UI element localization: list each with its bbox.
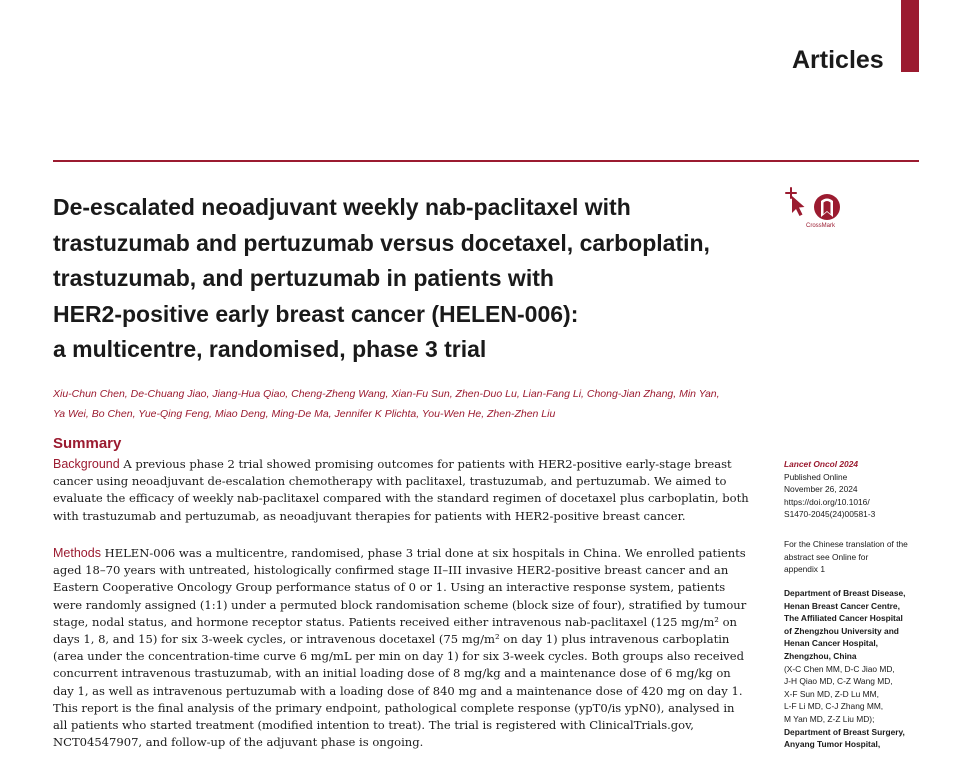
note-line: appendix 1 [784,564,825,575]
paragraph-line: NCT04547907, and follow-up of the adjuvant phase is ongoing. [53,735,424,750]
affiliation-line: (X-C Chen MM, D-C Jiao MD, [784,663,895,674]
paragraph-line [53,456,773,473]
title-line: trastuzumab, and pertuzumab in patients with [53,265,554,291]
paragraph-line: Eastern Cooperative Oncology Group performance status of 0 or 1. Using an interactive response system, patients [53,580,726,595]
journal-citation: Lancet Oncol 2024 [784,459,859,469]
background-first-line: A previous phase 2 trial showed promising outcomes for patients with HER2-positive early-stage breast [119,457,732,471]
author-line: Xiu-Chun Chen, De-Chuang Jiao, Jiang-Hua Qiao, Cheng-Zheng Wang, Xian-Fu Sun, Zhen-Duo Lu, Lian-Fang Li, Chong-Jian Zhang, Min Yan, [53,388,720,400]
paragraph-line: all patients who started treatment (modified intention to treat). The trial is registered with ClinicalTrials.gov, [53,718,694,733]
methods-paragraph [53,545,773,751]
paragraph-line: days 1, 8, and 15) for six 3-week cycles, or intravenous docetaxel (75 mg/m² on day 1) plus intravenous carboplatin [53,632,730,647]
title-line: a multicentre, randomised, phase 3 trial [53,336,487,362]
paragraph-line: with trastuzumab and pertuzumab, as neoadjuvant therapies for patients with HER2-positive breast cancer. [53,508,686,523]
title-line: De-escalated neoadjuvant weekly nab-paclitaxel with [53,194,631,220]
paragraph-line: (area under the concentration-time curve 6 mg/mL per min on day 1) for six 3-week cycles. Both groups also received [53,649,745,664]
title-line: trastuzumab and pertuzumab versus docetaxel, carboplatin, [53,229,710,256]
paragraph-line: day 1, as well as intravenous pertuzumab with a loading dose of 840 mg and a maintenance dose of 420 mg on day 1. [53,683,743,698]
affiliation-line: The Affiliated Cancer Hospital [784,613,903,624]
paragraph-line: This report is the final analysis of the primary endpoint, pathological complete response (ypT0/is ypN0), analysed in [53,700,735,715]
methods-first-line: HELEN-006 was a multicentre, randomised, phase 3 trial done at six hospitals in China. We enrolled patients [100,546,746,560]
affiliation-line: Anyang Tumor Hospital, [784,739,881,750]
affiliation-line: J-H Qiao MD, C-Z Wang MD, [784,676,893,687]
paragraph-line: evaluate the efficacy of weekly nab-paclitaxel compared with the standard regimen of docetaxel plus carboplatin, both [53,491,749,506]
paragraph-line: stage, nodal status, and hormone receptor status. Patients received either intravenous nab-paclitaxel (125 mg/m² on [53,614,737,629]
doi-link[interactable]: https://doi.org/10.1016/ [784,496,870,507]
author-line: Ya Wei, Bo Chen, Yue-Qing Feng, Miao Deng, Ming-De Ma, Jennifer K Plichta, You-Wen He, Zhen-Zhen Liu [53,408,556,420]
publication-info [784,458,919,521]
affiliation-line: X-F Sun MD, Z-D Lu MM, [784,688,879,699]
paragraph-line: concurrent intravenous trastuzumab, with an initial loading dose of 8 mg/kg and a maintenance dose of 6 mg/kg on [53,666,731,681]
paragraph-line: aged 18–70 years with untreated, histologically confirmed stage II–III invasive HER2-positive breast cancer and an [53,563,729,578]
paragraph-line: cancer using neoadjuvant de-escalation chemotherapy with paclitaxel, trastuzumab, and pertuzumab. We aimed to [53,474,727,489]
affiliation-line: Zhengzhou, China [784,650,857,661]
summary-heading: Summary [53,435,122,452]
article-title [53,190,773,368]
affiliation-line: L-F Li MD, C-J Zhang MM, [784,701,884,712]
title-line: HER2-positive early breast cancer (HELEN-006): [53,300,579,327]
affiliation-line: M Yan MD, Z-Z Liu MD); [784,713,875,724]
doi-link[interactable]: S1470-2045(24)00581-3 [784,509,876,520]
affiliations [784,587,919,751]
affiliation-line: Henan Cancer Hospital, [784,638,879,649]
note-line: For the Chinese translation of the [784,539,908,549]
background-paragraph [53,456,773,525]
published-date: November 26, 2024 [784,484,858,495]
note-line: abstract see Online for [784,551,869,562]
paragraph-line: were randomly assigned (1:1) under a permuted block randomisation scheme (block size of four), stratified by tumour [53,597,747,612]
paragraph-line [53,545,773,562]
section-label: Articles [792,46,884,74]
affiliation-line: of Zhengzhou University and [784,625,899,636]
background-label: Background [53,457,120,471]
methods-label: Methods [53,546,101,560]
author-list [53,384,773,424]
translation-note [784,538,919,576]
affiliation-line: Department of Breast Surgery, [784,726,905,737]
journal-edge-bar [901,0,919,72]
affiliation-line: Henan Breast Cancer Centre, [784,600,900,611]
top-rule [53,160,919,162]
crossmark-label: CrossMark [806,223,836,229]
affiliation-line: Department of Breast Disease, [784,588,906,598]
published-label: Published Online [784,471,848,482]
